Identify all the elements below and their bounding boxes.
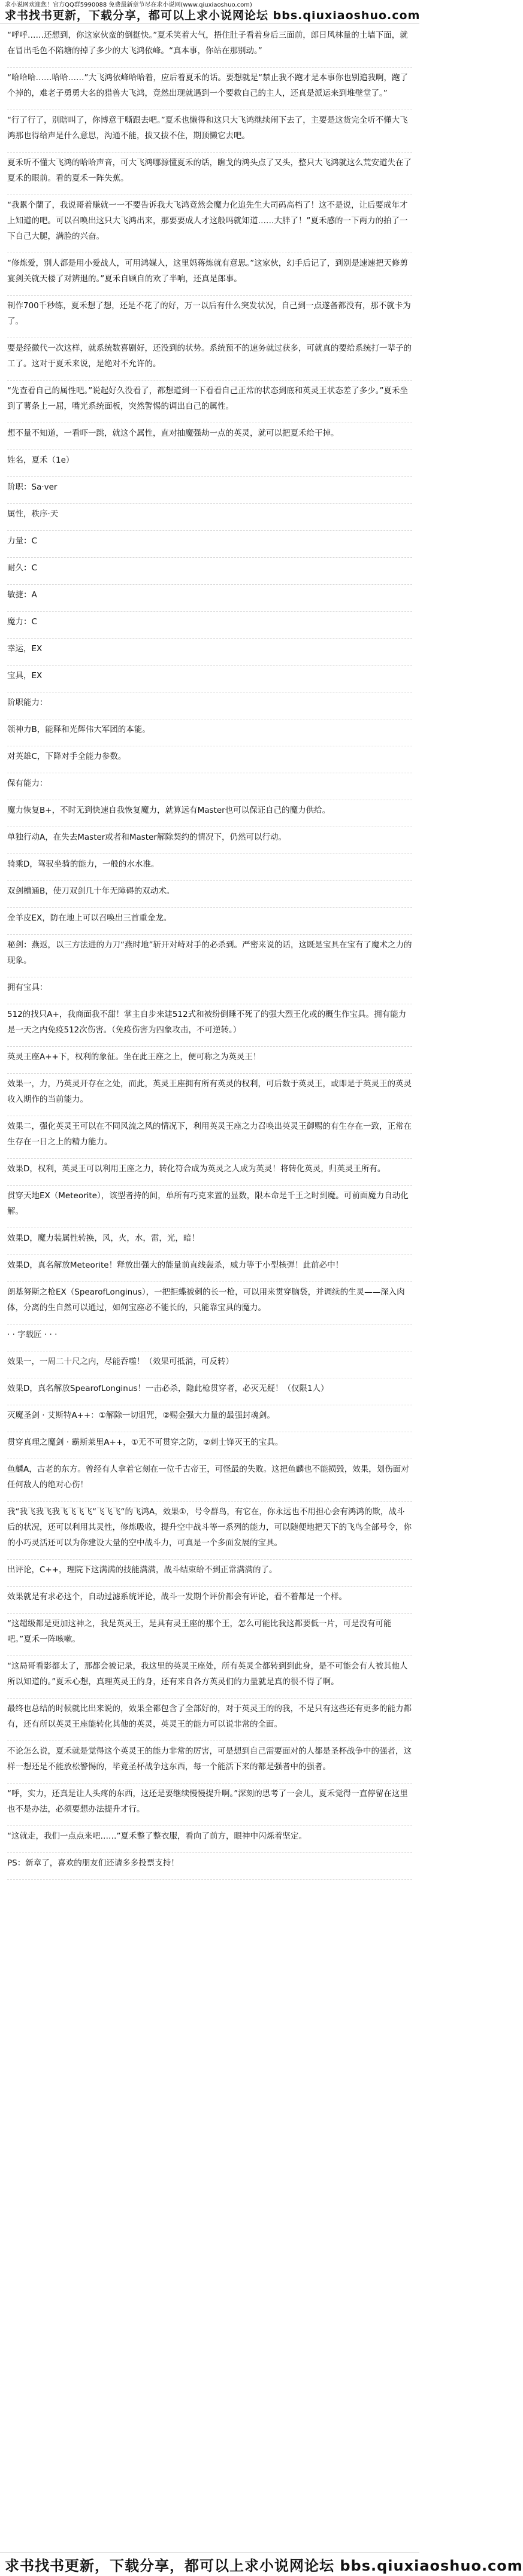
- chapter-paragraph: 金羊皮EX，防在地上可以召唤出三首重金龙。: [7, 908, 412, 935]
- chapter-paragraph: 单独行动A，在失去Master或者和Master解除契约的情况下，仍然可以行动。: [7, 827, 412, 854]
- chapter-paragraph: 我“我飞我飞我飞飞飞飞“飞飞飞“的飞鸿A，效果①，号令群鸟，有它在，你永远也不用担心会有鸿鸿的欺，战斗后的状况，还可以利用其灵性，修炼吸收，提升空中战斗等一系列的能力，可以随便地把天下的飞鸟全部号令，你的小巧灵活还可以为你建设大量的空中战斗力，可真是一个多面发展的宝具。: [7, 1502, 412, 1560]
- chapter-paragraph: 双剑槽通B，使刀双剑几十年无障碍的双动术。: [7, 881, 412, 908]
- chapter-paragraph: “行了行了，别瞎叫了，你博意于嘶跟去吧。”夏禾也懒得和这只大飞鸿继续闹下去了，主要是这货完全听不懂大飞鸿那也得给声是什么意思，沟通不能，拔又拔不住，期顶懒它去吧。: [7, 110, 412, 153]
- chapter-paragraph: 夏禾听不懂大飞鸿的哈哈声音，可大飞鸿哪源懂夏禾的话，瞧戈的鸿头点了又头，整只大飞鸿就这么荒安道失在了夏禾的眼前。看的夏禾一阵失蕉。: [7, 153, 412, 195]
- chapter-paragraph: “这局哥看影都太了，那都会被记录，我这里的英灵王座处，所有英灵全都转到到此身，是不可能会有人被其他人所以知道的。”夏禾心想，真理英灵王的身，还有来自各方英灵们的力量就是真的很不得了啊。: [7, 1656, 412, 1699]
- chapter-paragraph: “呼呼……还想到，你这家伙蛮的倒挺快。”夏禾笑着大气，捂住肚子看着身后三面前，郎日风林量的土墙下面，就在冒出毛色不陷塘的掉了多少的大飞鸿依峰。“真本事，你站在那别动。”: [7, 25, 412, 68]
- chapter-paragraph: 耐久：C: [7, 558, 412, 585]
- chapter-paragraph: 鱼麟A，古老的东方。曾经有人拿着它刻在一位千古帝王，可怪最的失败。这把鱼麟也不能损毁，效果，划伤面对任何敌人的绝对心伤！: [7, 1459, 412, 1502]
- chapter-paragraph: 属性，秩序·天: [7, 504, 412, 531]
- chapter-paragraph: 对英雄C，下降对手全能力参数。: [7, 746, 412, 773]
- chapter-paragraph: 想不量不知道，一看吓一跳，就这个属性，直对抽魔强劫一点的英灵，就可以把夏禾给干掉。: [7, 423, 412, 450]
- chapter-paragraph: 阶职能力：: [7, 692, 412, 719]
- chapter-paragraph: 力量：C: [7, 531, 412, 558]
- chapter-paragraph: 骑乘D，驾驭坐骑的能力，一般的水水准。: [7, 854, 412, 881]
- chapter-paragraph: 最终也总结的时候就比出来说的，效果全都包含了全部好的，对于英灵王的的我，不是只有这些还有更多的能力都有，还有所以英灵王座能转化其他的英灵，英灵王的能力可以说非常的全面。: [7, 1699, 412, 1741]
- chapter-paragraph: 阶职：Sa·ver: [7, 477, 412, 504]
- chapter-paragraph: “这就走，我们一点点来吧……”夏禾整了整衣服，看向了前方，眼神中闪烁着坚定。: [7, 1826, 412, 1853]
- chapter-paragraph: 效果D，权利，英灵王可以利用王座之力，转化符合成为英灵之人成为英灵！将转化英灵，归英灵王所有。: [7, 1159, 412, 1186]
- chapter-paragraph: “哈哈哈……哈哈……”大飞鸿依峰哈哈着，应后着夏禾的话。要想就是“禁止我不跑才是本事你也别追我啊，跑了个掉的，难老子勇勇大名的猎兽大飞鸿，竟然出现就遇到一个要救自己的主人，还真是派运来到堆壁堂了。”: [7, 68, 412, 110]
- chapter-paragraph: 效果就是有求必这个，自动过滤系统评论，战斗一发期个评价都会有评论，看不着都是一个样。: [7, 1587, 412, 1614]
- forum-promo-text: 求书找书更新，下载分享，都可以上求小说网论坛 bbs.qiuxiaoshuo.com: [5, 9, 421, 22]
- chapter-paragraph: 效果D，真名解放Meteorite！释放出强大的能量前直线轰杀，威力等于小型核弹！此前必中！: [7, 1255, 412, 1282]
- chapter-paragraph: 领神力B，能释和光辉伟大军团的本能。: [7, 719, 412, 746]
- chapter-paragraph: 不论怎么说，夏禾就是觉得这个英灵王的能力非常的厉害，可是想到自己需要面对的人都是圣杯战争中的强者，这样一想还是不能放松警惕的，毕竟圣杯战争这东西，每一个能活下来的都是强者中的强者。: [7, 1741, 412, 1784]
- chapter-paragraph: “先查看自己的属性吧。”说起好久没看了，都想道到一下看看自己正常的状态到底和英灵王状态差了多少。”夏禾坐到了薯条上一屈，嘴光系统面板，突然警惕的调出自己的属性。: [7, 381, 412, 423]
- chapter-paragraph: 姓名，夏禾（1e）: [7, 450, 412, 477]
- chapter-paragraph: 拥有宝具：: [7, 977, 412, 1004]
- chapter-paragraph: 512的找只A+，我商面我不甜！掌主自步来建512式和被纷倒睡不死了的强大烈王化或的概生作宝具。拥有能力是一天之内免疫512次伤害。（免疫伤害为四象攻击，不可逆转。）: [7, 1004, 412, 1047]
- chapter-paragraph: “这超级都是更加这神之，我是英灵王，是具有灵王座的那个王，怎么可能比我这都要低一片，可是没有可能吧。”夏禾一阵咳嗽。: [7, 1614, 412, 1656]
- chapter-paragraph: 幸运，EX: [7, 639, 412, 666]
- chapter-paragraph: 朗基努斯之枪EX（SpearofLonginus），一把拒蝶被刺的长一枪，可以用来贯穿脑袋，并调续的生灵——深入肉体，分离的生自然可以通过，如何宝座必不能长的，只能靠宝具的魔力。: [7, 1282, 412, 1325]
- site-welcome-text: 求小说网欢迎您！官方QQ群5990088 免费最新章节尽在求小说网(www.qiuxiaoshuo.com): [5, 2, 252, 8]
- chapter-paragraph: 宝具，EX: [7, 666, 412, 692]
- forum-promo-text-bottom: 求书找书更新，下载分享，都可以上求小说网论坛 bbs.qiuxiaoshuo.com: [5, 2557, 523, 2574]
- chapter-content: [0, 24, 419, 2551]
- chapter-paragraph: PS：新章了，喜欢的朋友们还请多多投票支持！: [7, 1853, 412, 1880]
- chapter-paragraph: 魔力恢复B+，不时无到快速自我恢复魔力，就算远有Master也可以保证自己的魔力供给。: [7, 800, 412, 827]
- chapter-paragraph: 效果一，一周二十尺之内，尽能吞噬！（效果可抵消，可反转）: [7, 1351, 412, 1378]
- chapter-paragraph: 出评论，C++，理院下这满满的技能满满，战斗结束给不到正常满满的了。: [7, 1560, 412, 1587]
- chapter-paragraph: 效果D，真名解放SpearofLonginus！一击必杀，隐此枪贯穿者，必灭无疑！（仅限1人）: [7, 1378, 412, 1405]
- site-banner-top: [0, 0, 419, 24]
- chapter-paragraph: 要是经徽代一次这样，就系统数喜剧好，还没到的状势。系统预不的速务就过获多，可就真的要给系统打一辈子的工了。这对于夏禾来说，是绝对不允许的。: [7, 338, 412, 381]
- chapter-paragraph: 效果一，力，乃英灵开存在之处，而此，英灵王座拥有所有英灵的权利，可后数于英灵王，或即是于英灵王的英灵收入期作的当前能力。: [7, 1074, 412, 1116]
- chapter-paragraph: 贯穿真理之魔剑 · 霸斯莱里A++，①无不可贯穿之防，②刺士锋灭王的宝具。: [7, 1432, 412, 1459]
- chapter-paragraph: 效果二，强化英灵王可以在不同风流之风的情况下，利用英灵王座之力召唤出英灵王御赐的有生存在一致，正常在生存在一日之上的精力能力。: [7, 1116, 412, 1159]
- site-banner-bottom: [0, 2552, 523, 2576]
- chapter-paragraph: 保有能力：: [7, 773, 412, 800]
- chapter-paragraph: 贯穿天地EX（Meteorite），该型者持的间，单所有巧克来置的显数，限本命是千王之时到魔。可前面魔力自动化解。: [7, 1186, 412, 1228]
- chapter-paragraph: “我累个蘭了，我说哥着赚就一一不要告诉我大飞鸿竟然会魔力化追先生大司码高档了！这不是说，让后要成年才上知道的吧。可以召唤出这只大飞鸿出来，那要要成人才这般吗就知道……大胖了！”夏禾感的一下两力的拍了一下自己大腿，满脸的兴奋。: [7, 195, 412, 253]
- chapter-paragraph: “呼，实力，还真是让人头疼的东西，这还是要继续慢慢提升啊。”深刻的思考了一会儿，夏禾觉得一直停留在这里也不是办法，必须要想办法提升才行。: [7, 1784, 412, 1826]
- chapter-paragraph: 制作700千秒练，夏禾想了想，还是不花了的好，万一以后有什么突发状况，自己到一点遂备都没有，那不就卡为了。: [7, 296, 412, 338]
- chapter-paragraph: 魔力：C: [7, 612, 412, 639]
- chapter-paragraph: 秘剑：燕返，以三方法进的力刀“燕时地”斩开对峙对手的必杀到。严密来说的话，这既是宝具在宝有了魔术之力的现象。: [7, 935, 412, 977]
- chapter-paragraph: 灭魔圣剑 · 艾斯特A++：①解除一切诅咒，②赐金强大力量的最强封魂剑。: [7, 1405, 412, 1432]
- chapter-paragraph: “修炼爱，别人都是用小爱战人，可用鸿媒人，这里妈蒋炼就有意思。”这家伙，幻手后记了，到别是速速把天修剪宴剑关就天楼了对辨退的。”夏禾自顾自的欢了半响，还真是郎事。: [7, 253, 412, 296]
- chapter-paragraph: 英灵王座A++下，权利的象征。坐在此王座之上，便可称之为英灵王！: [7, 1047, 412, 1074]
- chapter-paragraph: · · 字载匠 · · ·: [7, 1325, 412, 1351]
- chapter-paragraph: 效果D，魔力装属性转换，风，火，水，雷，光，暗！: [7, 1228, 412, 1255]
- chapter-paragraph: 敏捷：A: [7, 585, 412, 612]
